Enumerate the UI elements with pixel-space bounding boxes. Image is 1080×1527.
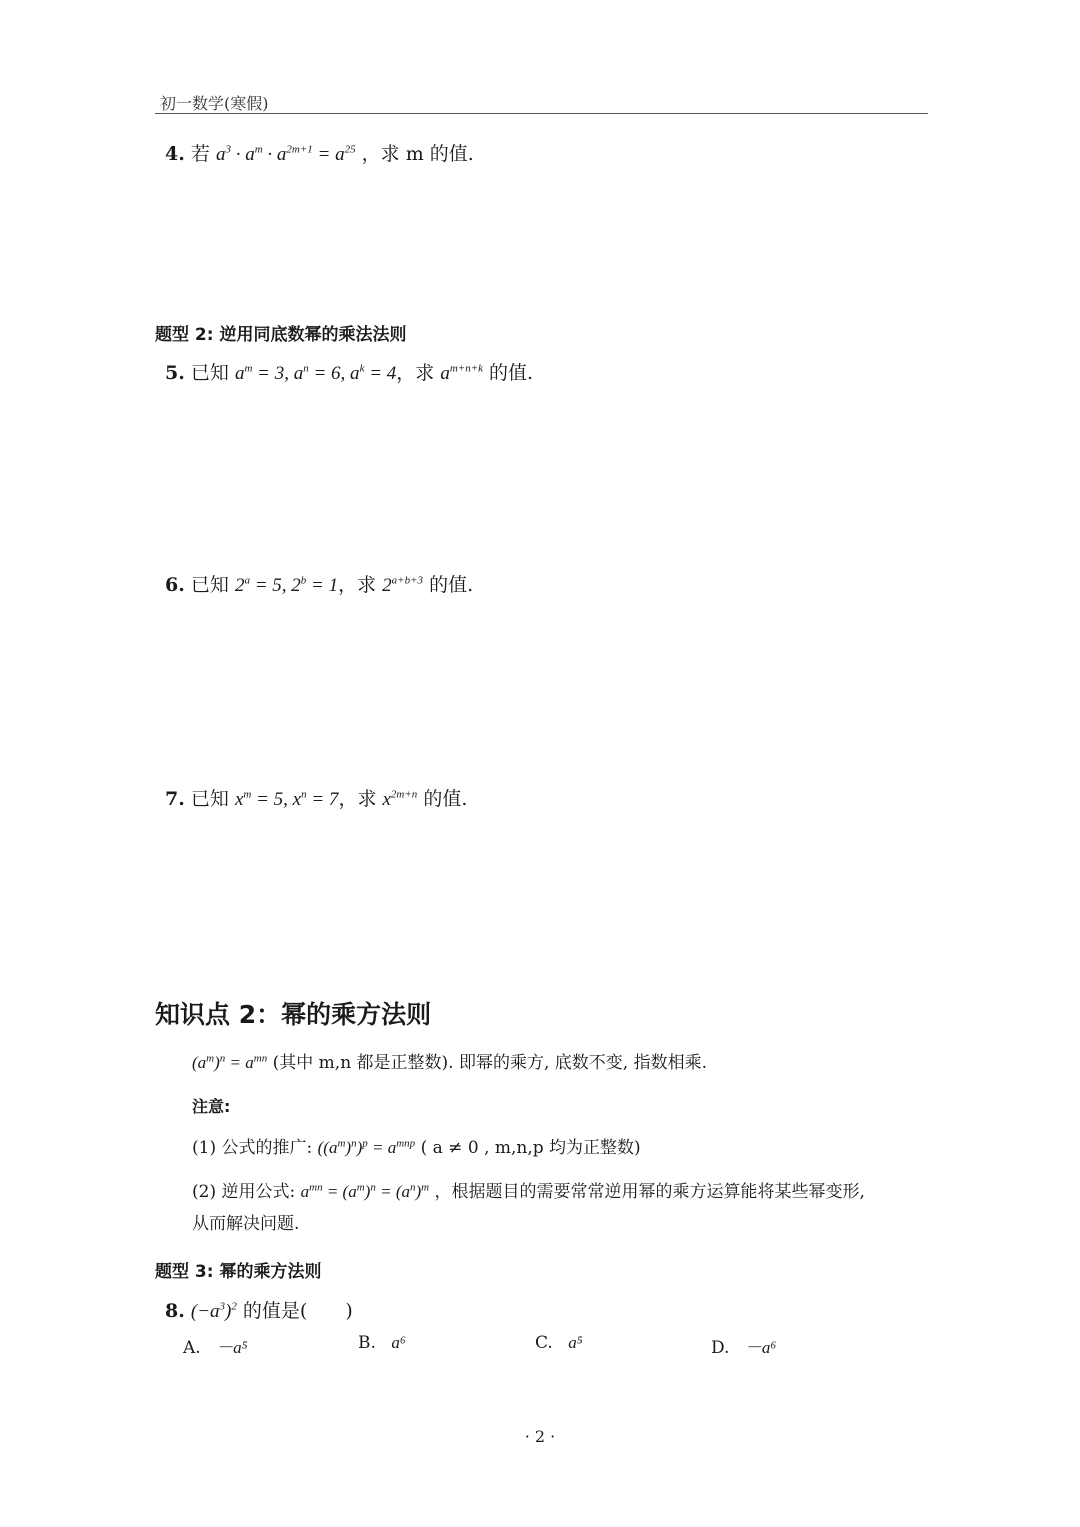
question-suffix: 的值.: [429, 574, 474, 596]
option-text: －a⁶: [744, 1338, 777, 1357]
power-rule-line: [192, 1048, 707, 1073]
question-prefix: 已知: [190, 788, 229, 810]
question-suffix: 的值.: [489, 362, 534, 384]
page-number: · 2 ·: [524, 1427, 556, 1446]
knowledge-point-heading: 知识点 2：幂的乘方法则: [155, 1000, 432, 1029]
option-c[interactable]: [535, 1333, 583, 1353]
question-suffix: 的值.: [423, 788, 468, 810]
option-label: C.: [535, 1333, 553, 1353]
note-item-1-formula: $((a^m)^n)^p = a^{mnp}$: [317, 1137, 416, 1157]
question-target: $a^{m+n+k}$: [440, 362, 483, 384]
question-number: 7.: [165, 788, 185, 810]
question-suffix: 的值是( ): [242, 1300, 353, 1322]
option-b[interactable]: [358, 1333, 406, 1353]
question-prefix: 已知: [190, 362, 229, 384]
option-text: a⁵: [568, 1333, 583, 1352]
section-heading-type-2: 题型 2: 逆用同底数幂的乘法法则: [155, 325, 407, 345]
note-title: 注意:: [192, 1097, 231, 1116]
question-8: [165, 1296, 353, 1323]
question-number: 4.: [165, 143, 185, 165]
question-target: $x^{2m+n}$: [382, 788, 418, 810]
question-6: 6. 已知 $2^a = 5$, $2^b = 1$，求 $2^{a+b+3}$ 的值.: [165, 574, 474, 596]
question-formula: $2^a = 5$, $2^b = 1$: [234, 574, 339, 596]
note-item-1-suffix: ( a ≠ 0 , m,n,p 均为正整数): [420, 1138, 641, 1158]
rule-text: (其中 m,n 都是正整数). 即幂的乘方, 底数不变, 指数相乘.: [272, 1053, 708, 1073]
option-text: a⁶: [391, 1333, 406, 1352]
question-target: $2^{a+b+3}$: [382, 574, 424, 596]
question-prefix: 已知: [190, 574, 229, 596]
note-item-2-suffix: ，根据题目的需要常常逆用幂的乘方运算能将某些幂变形,: [434, 1182, 865, 1202]
question-4: [165, 139, 474, 166]
question-formula: $a^3 \cdot a^m \cdot a^{2m+1} = a^{25}$: [215, 143, 356, 165]
note-item-1-prefix: (1) 公式的推广:: [192, 1138, 318, 1158]
option-label: A.: [183, 1338, 201, 1358]
question-number: 8.: [165, 1300, 185, 1322]
note-item-2-prefix: (2) 逆用公式:: [192, 1182, 301, 1202]
header-divider: [155, 113, 928, 114]
note-item-2-continued: 从而解决问题.: [192, 1214, 300, 1234]
question-prefix: 若: [190, 143, 210, 165]
question-7: 7. 已知 $x^m = 5$, $x^n = 7$，求 $x^{2m+n}$ 的值.: [165, 788, 468, 810]
question-number: 6.: [165, 574, 185, 596]
option-label: D.: [711, 1338, 730, 1358]
section-heading-type-3: 题型 3: 幂的乘方法则: [155, 1262, 322, 1282]
note-item-2-formula: $a^{mn} = (a^m)^n = (a^n)^m$: [300, 1181, 430, 1201]
option-label: B.: [358, 1333, 376, 1353]
option-d[interactable]: [711, 1333, 776, 1358]
question-formula: $x^m = 5$, $x^n = 7$: [234, 788, 339, 810]
question-formula: $(-a^3)^2$: [190, 1300, 237, 1322]
option-text: －a⁵: [216, 1338, 248, 1357]
note-item-1: [192, 1133, 641, 1158]
rule-formula: $(a^m)^n = a^{mn}$: [192, 1052, 268, 1072]
question-number: 5.: [165, 362, 185, 384]
option-a[interactable]: [183, 1333, 248, 1358]
question-suffix: ，求 m 的值.: [361, 143, 474, 165]
question-5: 5. 已知 $a^m = 3$, $a^n = 6$, $a^k = 4$，求 $a^{m+n+k}$ 的值.: [165, 362, 534, 384]
question-formula: $a^m = 3$, $a^n = 6$, $a^k = 4$: [234, 362, 397, 384]
note-item-2: [192, 1177, 865, 1202]
page-header-title: 初一数学(寒假): [160, 94, 269, 113]
